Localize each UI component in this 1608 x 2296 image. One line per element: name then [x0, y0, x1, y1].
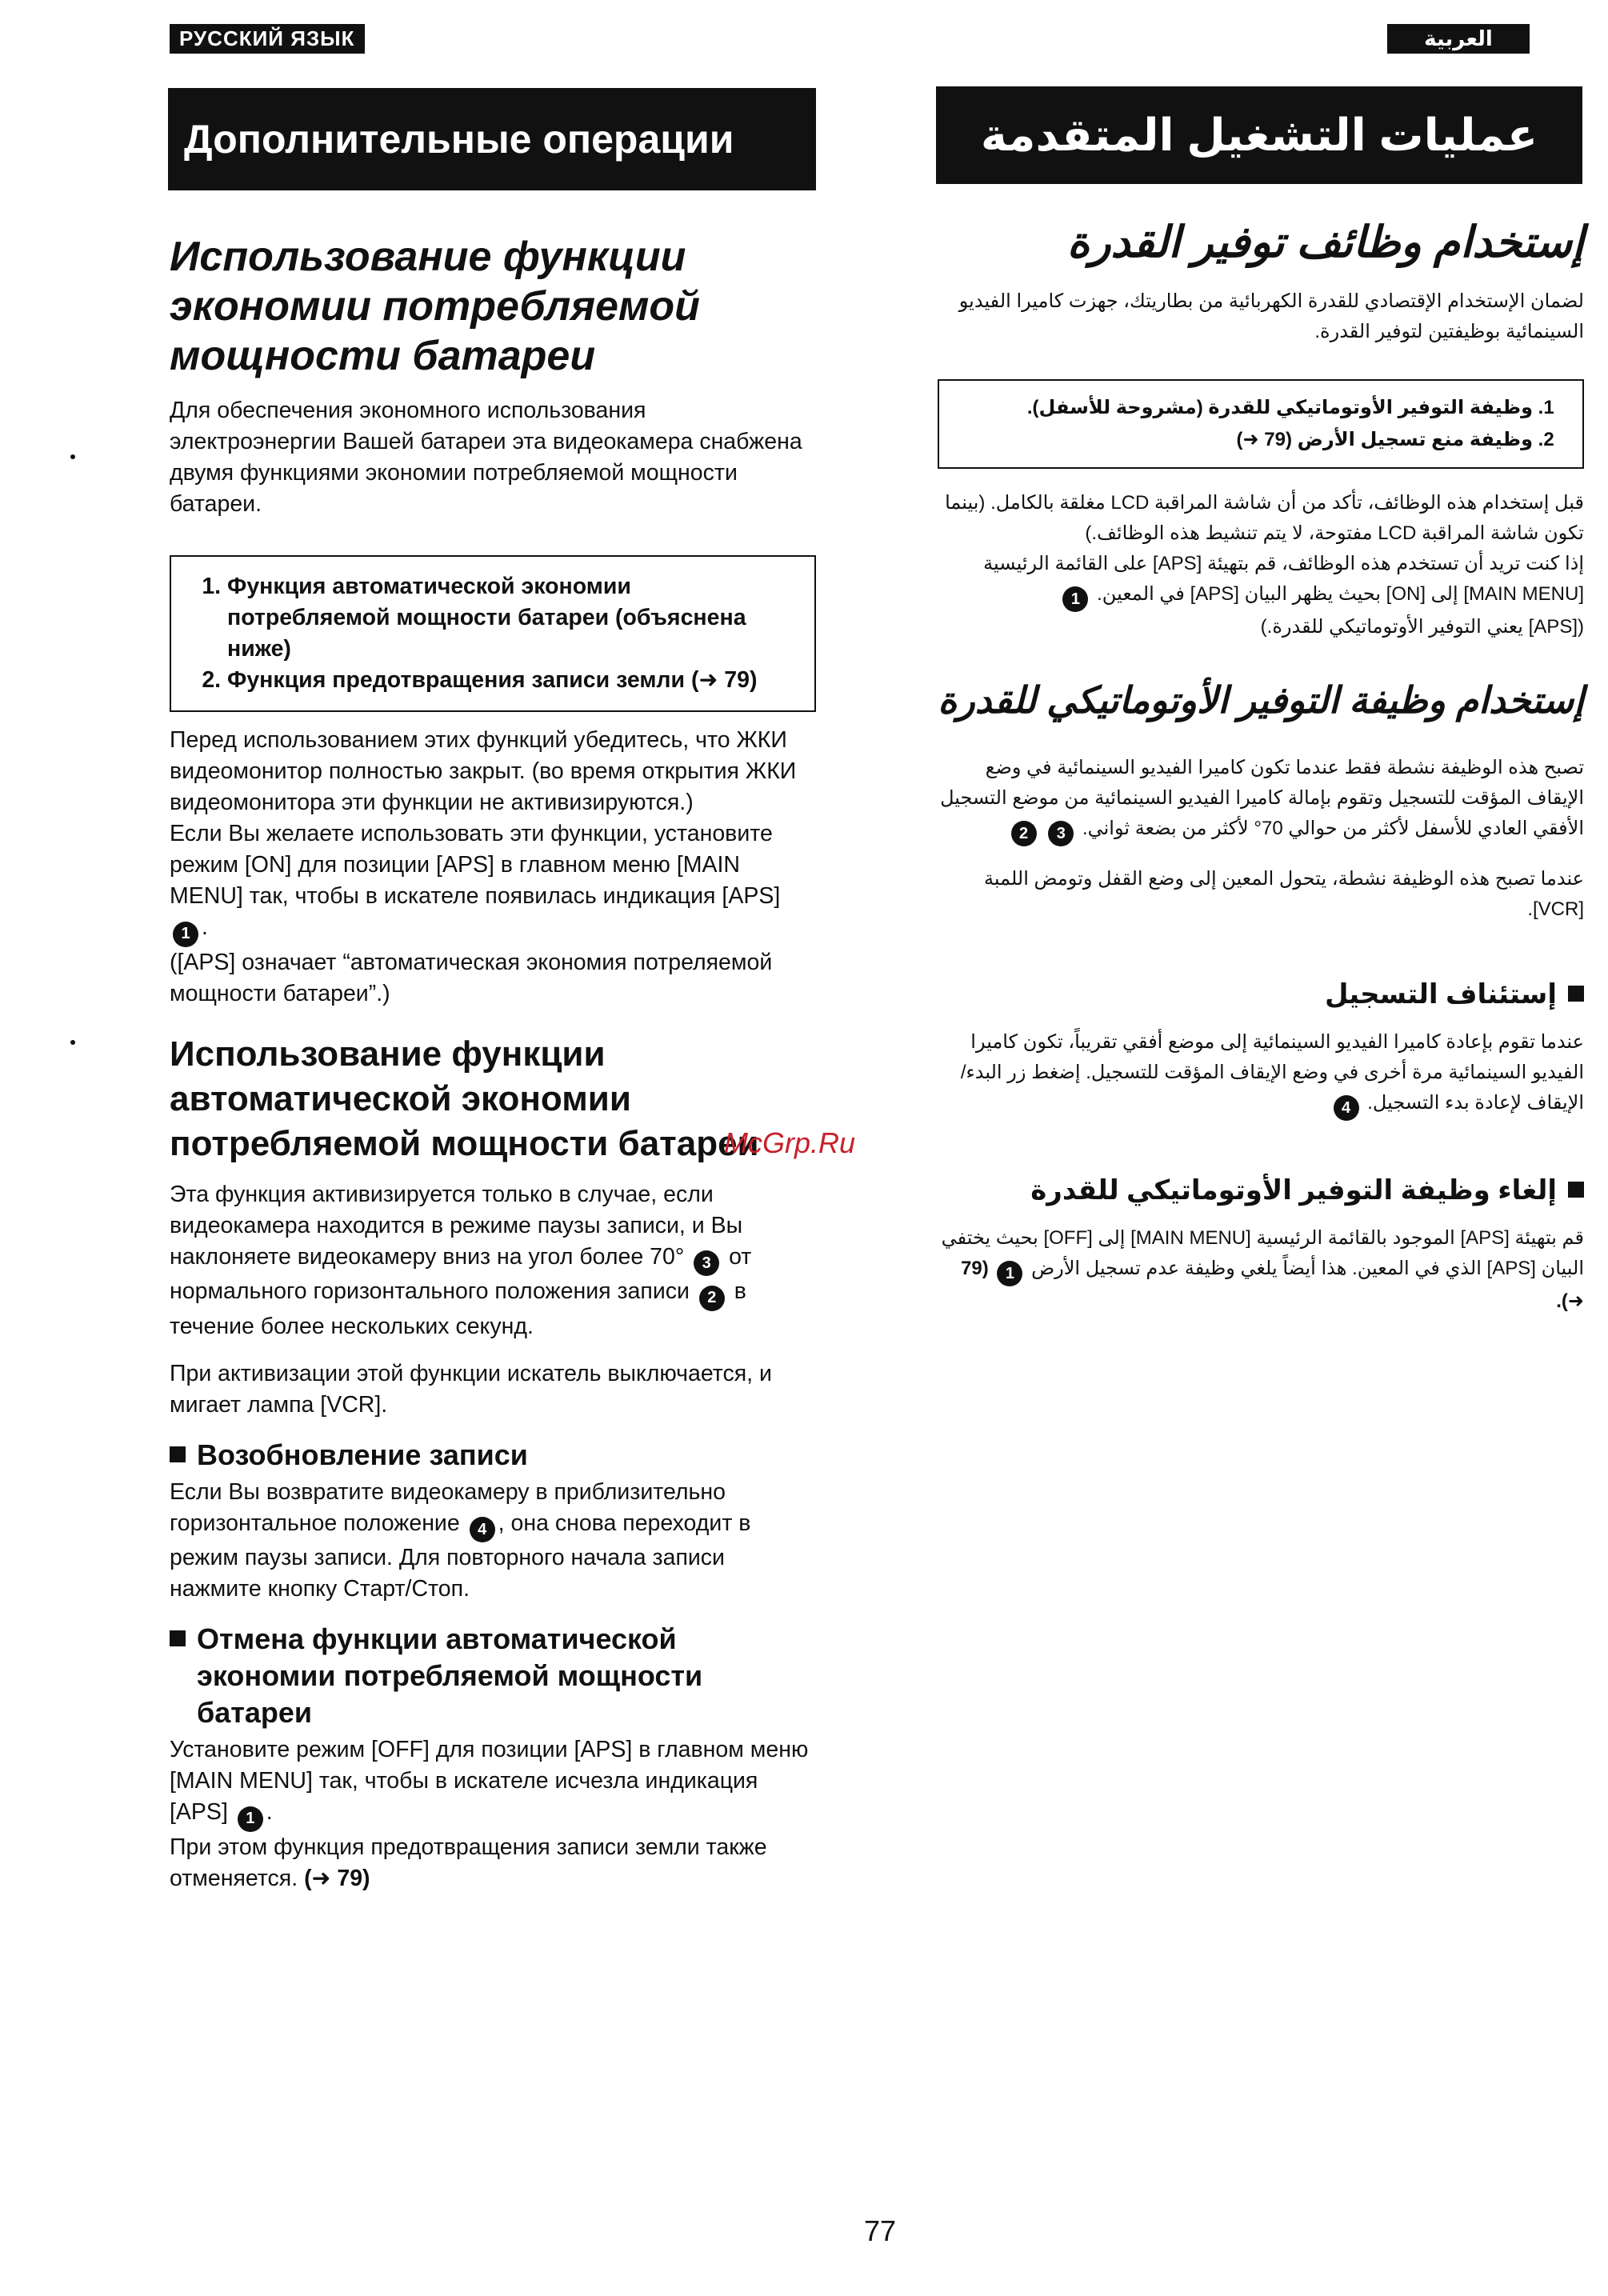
page-number: 77 — [864, 2214, 897, 2247]
bullet-square-icon — [1568, 1182, 1584, 1198]
marker-3-icon: 3 — [694, 1250, 719, 1276]
ru-paragraph-aps: Если Вы желаете использовать эти функции, установите режим [ON] для позиции [APS] в главном меню [MAIN MENU] так, чтобы в искателе появилась индикация [APS] 1 . — [170, 818, 816, 947]
scan-dot — [70, 454, 75, 459]
ar-heading-resume — [938, 976, 1584, 1013]
ru-ground-text: При этом функция предотвращения записи земли также отменяется. — [170, 1834, 767, 1891]
marker-1-icon: 1 — [1062, 586, 1088, 612]
ru-paragraph-cancel: Установите режим [OFF] для позиции [APS] в главном меню [MAIN MENU] так, чтобы в искателе исчезла индикация [APS] 1 . — [170, 1734, 816, 1832]
ru-resume-text-a: Если Вы возвратите видеокамеру в приблизительно горизонтальное положение — [170, 1478, 726, 1536]
language-tag-ru: РУССКИЙ ЯЗЫК — [170, 24, 365, 54]
ru-paragraph-resume — [170, 1477, 816, 1606]
ar-cancel-ref: (79 ➜). — [961, 1258, 1584, 1312]
ru-cancel-text: Установите режим [OFF] для позиции [APS] в главном меню [MAIN MENU] так, чтобы в искателе исчезла индикация [APS] — [170, 1737, 809, 1825]
marker-2-icon: 2 — [1011, 821, 1037, 846]
ar-aps-text: إذا كنت تريد أن تستخدم هذه الوظائف، قم بتهيئة [APS] على القائمة الرئيسية [MAIN MENU] إلى [ON] بحيث يظهر البيان [APS] في المعين. — [983, 553, 1584, 605]
ar-resume-text: عندما تقوم بإعادة كاميرا الفيديو السينمائية إلى موضع أفقي تقريباً، تكون كاميرا الفيديو السينمائية مرة أخرى في وضع الإيقاف المؤقت للتسجيل. إضغط زر البدء/الإيقاف لإعادة بدء التسجيل. — [960, 1031, 1584, 1114]
section-title-ar: عمليات التشغيل المتقدمة — [936, 86, 1582, 184]
ru-paragraph-lcd: Перед использованием этих функций убедитесь, что ЖКИ видеомонитор полностью закрыт. (во время открытия ЖКИ видеомонитора эти функции не активизируются.) — [170, 727, 797, 815]
ru-box-item-1: 1. Функция автоматической экономии потребляемой мощности батареи (объяснена ниже) — [227, 571, 798, 665]
ar-heading-auto: إستخدام وظيفة التوفير الأوتوماتيكي للقدرة — [938, 679, 1584, 721]
ar-cancel-title: إلغاء وظيفة التوفير الأوتوماتيكي للقدرة — [1030, 1175, 1557, 1206]
ar-box-item-2: 2. وظيفة منع تسجيل الأرض (79 ➜) — [957, 424, 1533, 456]
ru-heading-auto: Использование функции автоматической экономии потребляемой мощности батареи — [170, 1034, 759, 1163]
language-tag-ar: العربية — [1387, 24, 1530, 54]
ru-heading-cancel — [170, 1621, 816, 1731]
ru-resume-text-b: , она снова переходит в режим паузы записи. Для повторного начала записи нажмите кнопку Старт/Стоп. — [170, 1510, 751, 1602]
marker-4-icon: 4 — [1334, 1095, 1359, 1121]
marker-1-icon: 1 — [997, 1261, 1022, 1286]
ar-resume-title: إستئناف التسجيل — [1324, 979, 1557, 1010]
ru-paragraph-vcr: При активизации этой функции искатель выключается, и мигает лампа [VCR]. — [170, 1360, 772, 1418]
marker-4-icon: 4 — [470, 1517, 495, 1542]
ar-heading-main: إستخدام وظائف توفير القدرة — [1067, 218, 1584, 266]
ru-aps-text: Если Вы желаете использовать эти функции, установите режим [ON] для позиции [APS] в главном меню [MAIN MENU] так, чтобы в искателе появилась индикация [APS] — [170, 821, 781, 909]
ar-intro: لضمان الإستخدام الإقتصادي للقدرة الكهربائية من بطاريتك، جهزت كاميرا الفيديو السينمائية بوظيفتين لتوفير القدرة. — [958, 290, 1584, 342]
ar-box-item-1: 1. وظيفة التوفير الأوتوماتيكي للقدرة (مشروحة للأسفل). — [957, 392, 1533, 424]
ru-cancel-title: Отмена функции автоматической экономии потребляемой мощности батареи — [197, 1622, 703, 1729]
ar-activation-text: تصبح هذه الوظيفة نشطة فقط عندما تكون كاميرا الفيديو السينمائية في وضع الإيقاف المؤقت للتسجيل وتقوم بإمالة كاميرا الفيديو السينمائية من موضع التسجيل الأفقي العادي للأسفل لأكثر من حوالي 70° لأكثر من بضعة ثواني. — [940, 757, 1584, 839]
ru-activation-text-a: Эта функция активизируется только в случае, если видеокамера находится в режиме паузы записи, и Вы наклоняете видеокамеру вниз на угол более 70° — [170, 1181, 743, 1270]
ru-ground-ref: (➜ 79) — [304, 1865, 370, 1891]
ru-functions-box — [170, 555, 816, 712]
ar-paragraph-activation — [938, 753, 1584, 846]
ru-paragraph-aps-meaning: ([APS] означает “автоматическая экономия потреляемой мощности батареи”.) — [170, 949, 773, 1006]
marker-2-icon: 2 — [699, 1286, 725, 1311]
ru-activation-text-b: от нормального горизонтального положения записи — [170, 1243, 752, 1304]
ar-cancel-text: قم بتهيئة [APS] الموجود بالقائمة الرئيسية [MAIN MENU] إلى [OFF] بحيث يختفي البيان [APS] الذي في المعين. هذا أيضاً يلغي وظيفة عدم تسجيل الأرض — [941, 1227, 1584, 1279]
ru-resume-title: Возобновление записи — [197, 1438, 528, 1471]
ru-intro: Для обеспечения экономного использования электроэнергии Вашей батареи эта видеокамера снабжена двумя функциями экономии потребляемой мощности батареи. — [170, 398, 802, 517]
arabic-column — [938, 216, 1584, 1317]
marker-3-icon: 3 — [1048, 821, 1074, 846]
ar-heading-cancel — [938, 1172, 1584, 1209]
watermark: McGrp.Ru — [724, 1126, 856, 1159]
ru-paragraph-activation — [170, 1179, 816, 1342]
marker-1-icon: 1 — [238, 1806, 263, 1832]
scan-dot — [70, 1040, 75, 1045]
ru-heading-resume — [170, 1437, 816, 1474]
ar-paragraph-aps-meaning: ([APS] يعني التوفير الأوتوماتيكي للقدرة.) — [1260, 616, 1584, 638]
ru-box-item-2: 2. Функция предотвращения записи земли (➜ 79) — [227, 665, 798, 696]
ar-functions-box — [938, 379, 1584, 469]
russian-column — [170, 232, 816, 1894]
marker-1-icon: 1 — [173, 922, 198, 947]
ru-heading-main: Использование функции экономии потребляемой мощности батареи — [170, 234, 700, 379]
bullet-square-icon — [1568, 986, 1584, 1002]
ar-paragraph-lcd: قبل إستخدام هذه الوظائف، تأكد من أن شاشة المراقبة LCD مغلقة بالكامل. (بينما تكون شاشة المراقبة LCD مفتوحة، لا يتم تنشيط هذه الوظائف.) — [945, 492, 1584, 544]
bullet-square-icon — [170, 1446, 186, 1462]
ru-activation-text-c: в течение более нескольких секунд. — [170, 1278, 746, 1339]
ar-paragraph-aps — [938, 549, 1584, 612]
bullet-square-icon — [170, 1630, 186, 1646]
ar-paragraph-vcr: عندما تصبح هذه الوظيفة نشطة، يتحول المعين إلى وضع القفل وتومض اللمبة [VCR]. — [983, 868, 1584, 920]
ar-paragraph-cancel — [938, 1223, 1584, 1317]
ar-paragraph-resume — [938, 1027, 1584, 1121]
section-title-ru: Дополнительные операции — [168, 88, 816, 190]
ru-paragraph-ground — [170, 1832, 816, 1894]
